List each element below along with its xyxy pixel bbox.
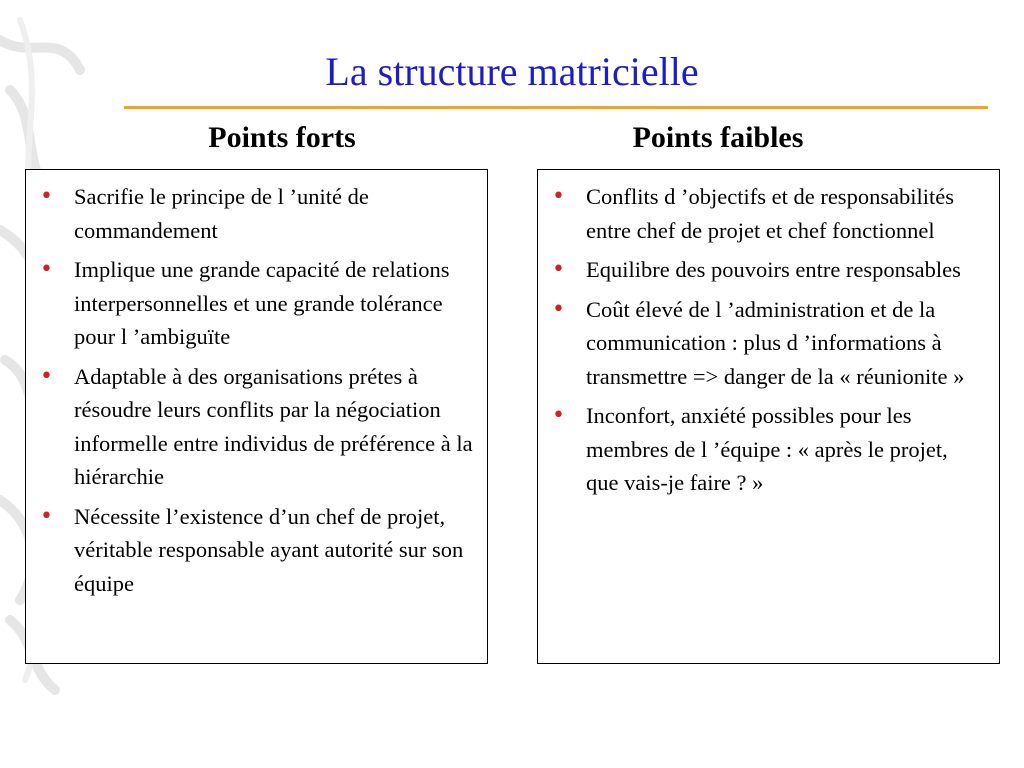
- list-item-text: Inconfort, anxiété possibles pour les membres de l ’équipe : « après le projet, que vais-je faire ? »: [586, 403, 948, 495]
- list-item: [32, 500, 473, 601]
- bullet-icon: •: [552, 296, 565, 322]
- list-item: [544, 293, 985, 394]
- list-item: [32, 180, 473, 247]
- list-item: [544, 253, 985, 287]
- list-item: [544, 399, 985, 500]
- heading-points-forts: Points forts: [208, 121, 356, 154]
- heading-points-faibles: Points faibles: [632, 121, 804, 154]
- list-item-text: Conflits d ’objectifs et de responsabilités entre chef de projet et chef fonctionnel: [586, 184, 955, 243]
- bullet-icon: •: [552, 257, 565, 282]
- points-faibles-box: [537, 169, 1000, 664]
- points-forts-list: [26, 170, 487, 600]
- bullet-icon: •: [552, 184, 565, 209]
- points-forts-box: [25, 169, 488, 664]
- list-item-text: Coût élevé de l ’administration et de la communication : plus d ’informations à transmettre => danger de la « réunionite »: [586, 296, 965, 389]
- list-item: [32, 360, 473, 494]
- bullet-icon: •: [40, 363, 53, 389]
- list-item: [544, 180, 985, 247]
- bullet-icon: •: [40, 184, 53, 209]
- list-item-text: Adaptable à des organisations prétes à résoudre leurs conflits par la négociation informelle entre individus de préférence à la hiérarchie: [74, 363, 473, 489]
- list-item-text: Sacrifie le principe de l ’unité de commandement: [74, 184, 369, 243]
- slide-title: La structure matricielle: [325, 49, 699, 94]
- list-item: [32, 253, 473, 354]
- list-item-text: Implique une grande capacité de relations interpersonnelles et une grande tolérance pour l ’ambiguïte: [74, 257, 450, 349]
- bullet-icon: •: [552, 403, 565, 428]
- bullet-icon: •: [40, 257, 53, 282]
- title-underline: [124, 106, 988, 109]
- points-faibles-list: [538, 170, 999, 500]
- list-item-text: Equilibre des pouvoirs entre responsables: [586, 257, 961, 282]
- bullet-icon: •: [40, 503, 53, 529]
- list-item-text: Nécessite l’existence d’un chef de projet, véritable responsable ayant autorité sur son équipe: [74, 503, 464, 596]
